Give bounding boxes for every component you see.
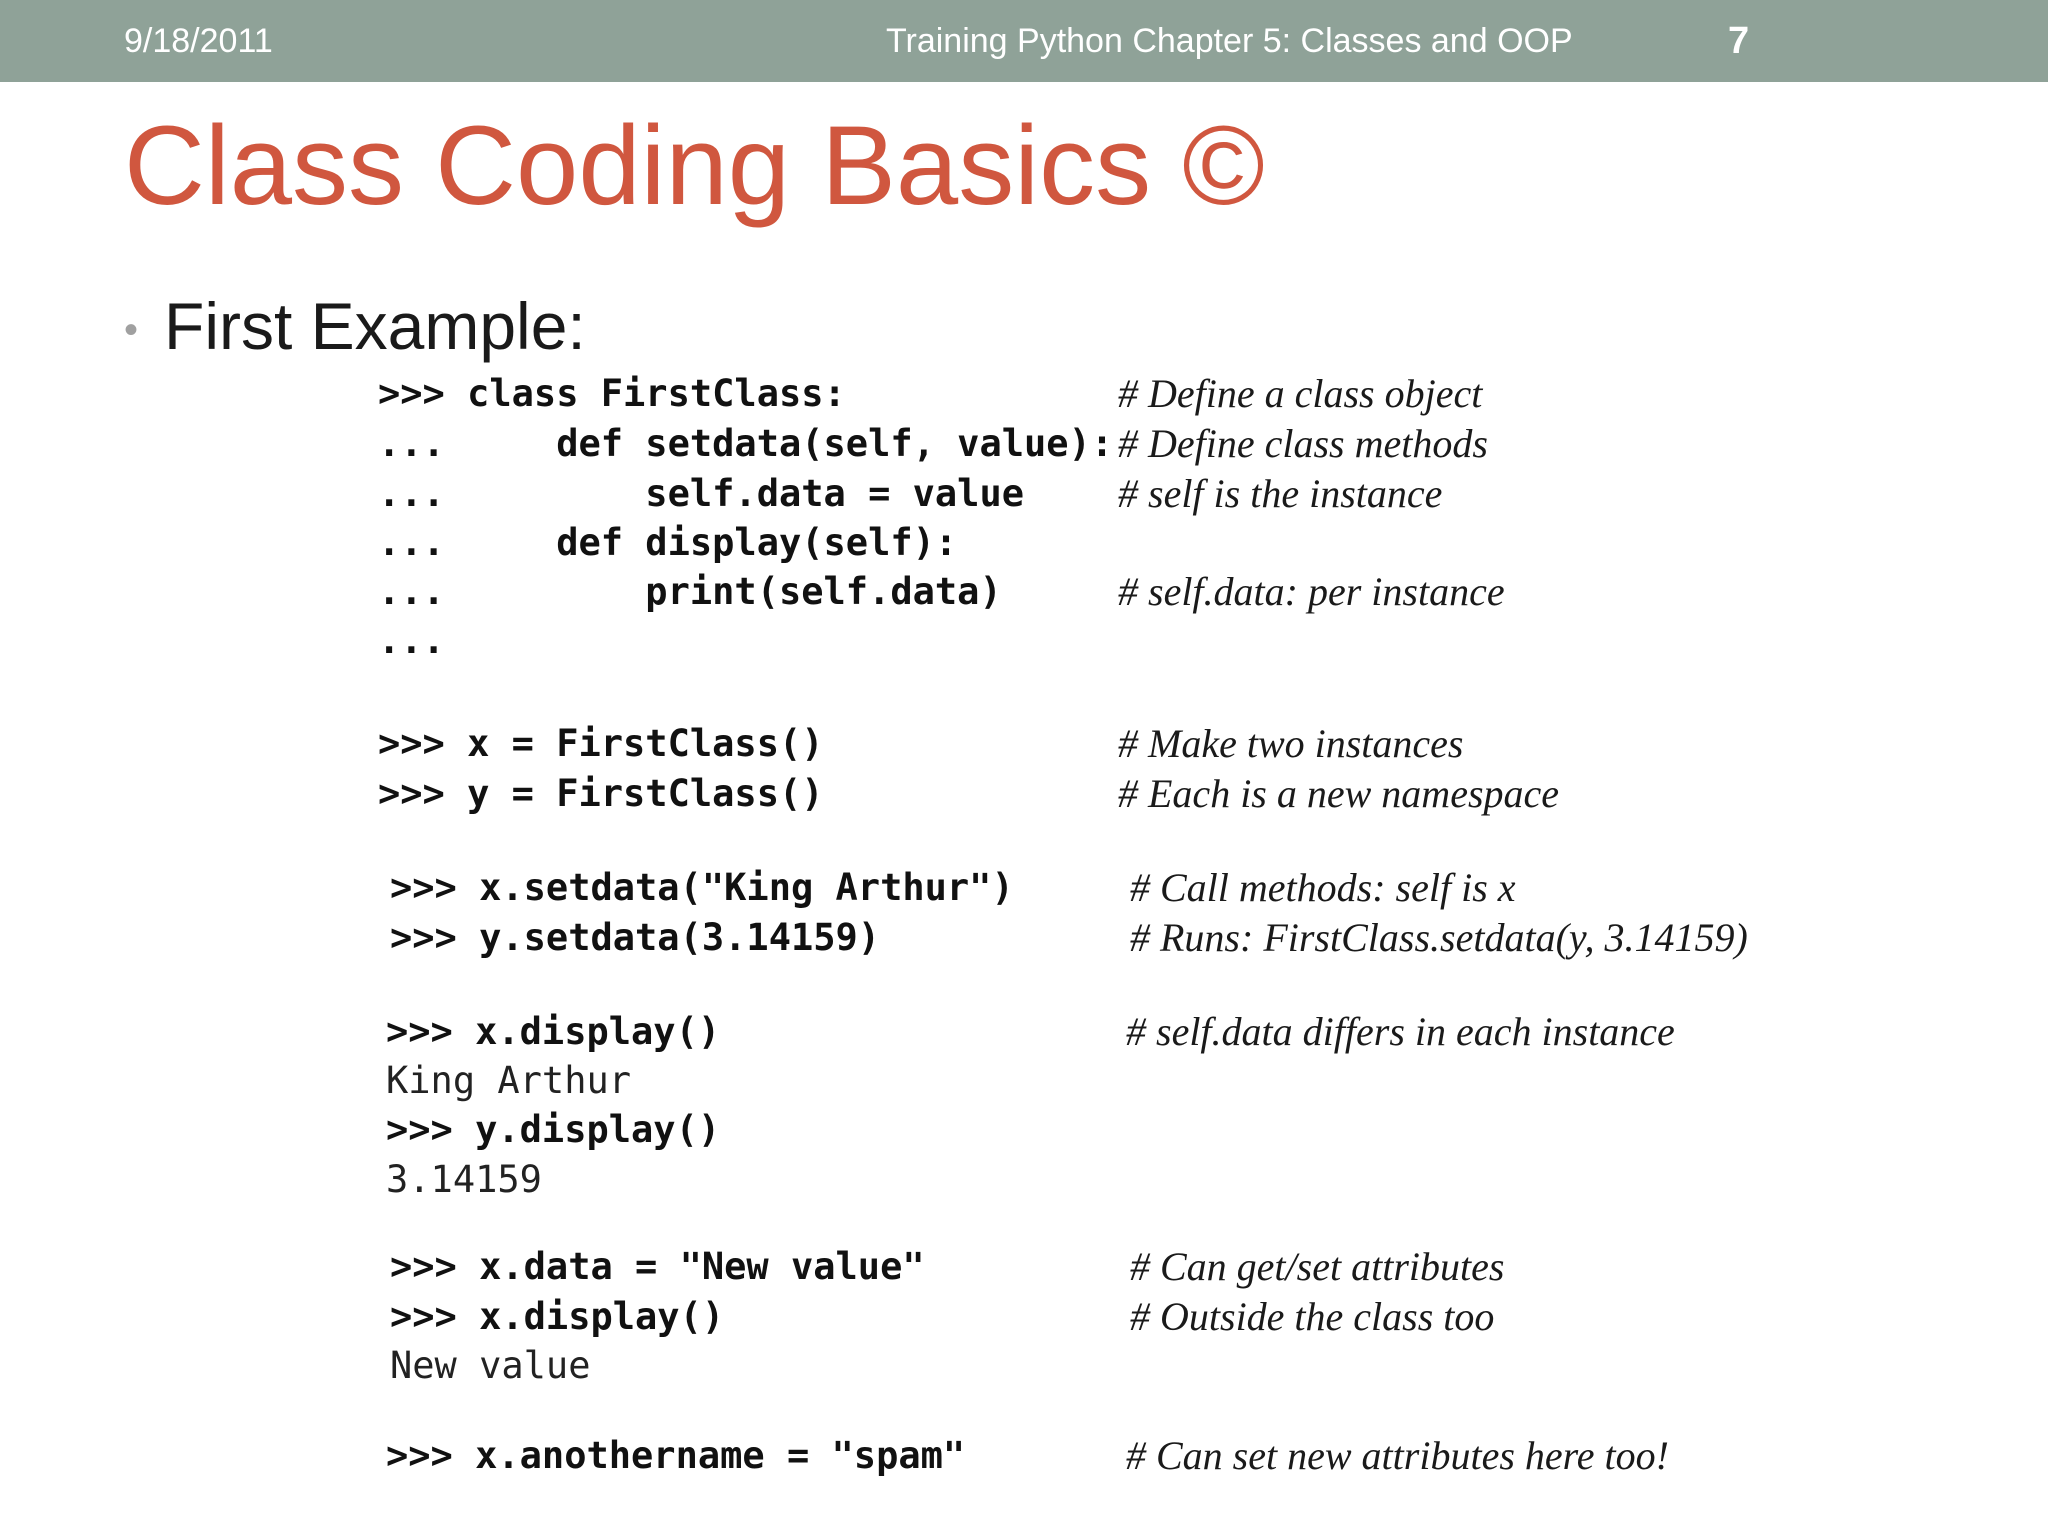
code-comment: # Define class methods	[1118, 421, 1488, 466]
code-comment: # Call methods: self is x	[1130, 865, 1516, 910]
code-output-line: King Arthur	[386, 1059, 632, 1102]
code-output-line: New value	[390, 1344, 591, 1387]
code-line: >>> x.data = "New value"	[390, 1245, 925, 1288]
code-line: >>> x.anothername = "spam"	[386, 1434, 966, 1477]
code-line: >>> x.display()	[390, 1295, 725, 1338]
code-comment: # Can get/set attributes	[1130, 1244, 1505, 1289]
page-number: 7	[1728, 20, 1750, 62]
code-line: ... def display(self):	[378, 521, 958, 564]
code-line: >>> y.setdata(3.14159)	[390, 916, 881, 959]
code-comment: # Runs: FirstClass.setdata(y, 3.14159)	[1130, 915, 1748, 960]
code-line: >>> x = FirstClass()	[378, 722, 824, 765]
code-line: ... def setdata(self, value):	[378, 422, 1114, 465]
bullet-icon: •	[124, 308, 139, 352]
code-line: >>> class FirstClass:	[378, 372, 846, 415]
code-comment: # Define a class object	[1118, 371, 1483, 416]
code-comment: # self.data differs in each instance	[1126, 1009, 1675, 1054]
code-comment: # Outside the class too	[1130, 1294, 1495, 1339]
bullet-text: First Example:	[164, 289, 586, 363]
code-line: >>> x.setdata("King Arthur")	[390, 866, 1014, 909]
code-comment: # Each is a new namespace	[1118, 771, 1560, 816]
slide-date: 9/18/2011	[124, 22, 273, 60]
code-comment: # Make two instances	[1118, 721, 1464, 766]
code-comment: # self.data: per instance	[1118, 569, 1505, 614]
code-line: ...	[378, 619, 445, 662]
code-output-line: 3.14159	[386, 1158, 542, 1201]
presentation-title: Training Python Chapter 5: Classes and OOP	[886, 22, 1573, 60]
slide-title: Class Coding Basics ©	[124, 103, 1265, 228]
code-line: >>> y = FirstClass()	[378, 772, 824, 815]
code-comment: # Can set new attributes here too!	[1126, 1433, 1669, 1478]
code-line: >>> y.display()	[386, 1108, 721, 1151]
code-line: >>> x.display()	[386, 1010, 721, 1053]
code-line: ... print(self.data)	[378, 570, 1002, 613]
code-comment: # self is the instance	[1118, 471, 1443, 516]
code-line: ... self.data = value	[378, 472, 1025, 515]
